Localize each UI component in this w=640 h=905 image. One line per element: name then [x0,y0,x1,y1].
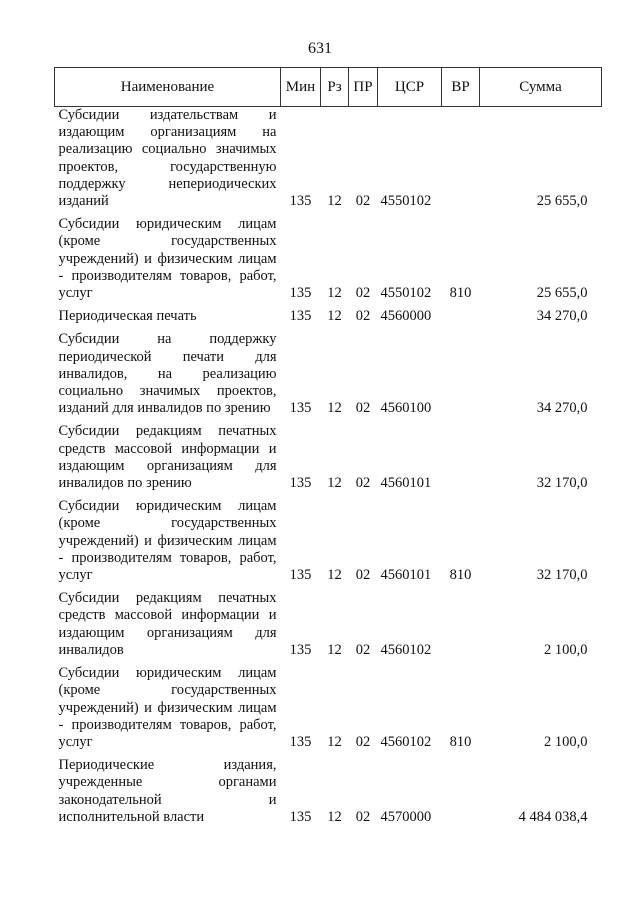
row-min: 135 [289,193,312,210]
row-vr: 810 [449,567,472,584]
row-sum: 4 484 038,4 [518,808,588,825]
header-min: Мин [281,68,321,107]
table-row [55,498,602,590]
row-name: Субсидии юридическим лицам (кроме государственных учреждений) и физическим лицам - производителям товаров, работ, услуг [58,665,277,750]
row-vr [442,423,480,498]
row-csr: 4560102 [380,733,432,750]
row-rz: 12 [327,808,342,825]
row-min: 135 [289,808,312,825]
row-csr: 4560000 [380,308,432,325]
row-csr: 4560100 [380,400,432,417]
row-name: Субсидии редакциям печатных средств массовой информации и издающим организациям для инвалидов [58,590,277,658]
table-row [55,423,602,498]
row-sum: 2 100,0 [544,733,588,750]
table-row [55,216,602,308]
header-rz: Рз [321,68,349,107]
row-name: Субсидии юридическим лицам (кроме государственных учреждений) и физическим лицам - производителям товаров, работ, услуг [58,216,277,302]
row-vr [442,757,480,832]
row-vr: 810 [449,285,472,302]
row-rz: 12 [327,641,342,658]
row-name: Периодические издания, учрежденные органами законодательной и исполнительной власти [58,757,277,825]
row-rz: 12 [327,308,342,325]
table-body [55,107,602,832]
row-pr: 02 [355,808,371,825]
header-vr: ВР [442,68,480,107]
row-pr: 02 [355,733,371,750]
row-csr: 4560101 [380,567,432,584]
budget-table [54,67,602,832]
row-sum: 34 270,0 [536,400,588,417]
row-name: Субсидии на поддержку периодической печати для инвалидов, на реализацию социально значимых проектов, изданий для инвалидов по зрению [58,331,277,417]
row-min: 135 [289,400,312,417]
row-min: 135 [289,475,312,492]
row-csr: 4560102 [380,641,432,658]
row-name: Субсидии издательствам и издающим организациям на реализацию социально значимых проектов, государственную поддержку непериодических изданий [58,107,277,210]
header-sum: Сумма [480,68,602,107]
row-csr: 4570000 [380,808,432,825]
table-row [55,308,602,331]
table-row [55,590,602,665]
row-pr: 02 [355,400,371,417]
table-row [55,331,602,423]
row-rz: 12 [327,400,342,417]
row-csr: 4560101 [380,475,432,492]
row-min: 135 [289,285,312,302]
row-pr: 02 [355,567,371,584]
row-vr: 810 [449,733,472,750]
row-sum: 2 100,0 [544,641,588,658]
row-vr [442,331,480,423]
row-name: Субсидии юридическим лицам (кроме государственных учреждений) и физическим лицам - производителям товаров, работ, услуг [58,498,277,584]
row-rz: 12 [327,193,342,210]
page-number: 631 [308,40,332,57]
row-min: 135 [289,567,312,584]
row-pr: 02 [355,308,371,325]
row-sum: 25 655,0 [536,193,588,210]
row-rz: 12 [327,475,342,492]
table-header [55,68,602,107]
row-name: Периодическая печать [58,308,197,325]
row-sum: 34 270,0 [536,308,588,325]
header-name: Наименование [55,68,281,107]
row-min: 135 [289,308,312,325]
row-min: 135 [289,641,312,658]
row-pr: 02 [355,285,371,302]
row-name: Субсидии редакциям печатных средств массовой информации и издающим организациям для инвалидов по зрению [58,423,277,492]
row-rz: 12 [327,285,342,302]
table-row [55,107,602,217]
header-csr: ЦСР [378,68,442,107]
row-sum: 32 170,0 [536,567,588,584]
table-row [55,665,602,757]
row-min: 135 [289,733,312,750]
row-sum: 32 170,0 [536,475,588,492]
header-pr: ПР [349,68,378,107]
row-pr: 02 [355,641,371,658]
row-vr [442,107,480,217]
table-row [55,757,602,832]
row-csr: 4550102 [380,285,432,302]
row-vr [442,590,480,665]
row-rz: 12 [327,733,342,750]
row-pr: 02 [355,193,371,210]
row-rz: 12 [327,567,342,584]
row-sum: 25 655,0 [536,285,588,302]
row-pr: 02 [355,475,371,492]
row-vr [442,308,480,331]
row-csr: 4550102 [380,193,432,210]
